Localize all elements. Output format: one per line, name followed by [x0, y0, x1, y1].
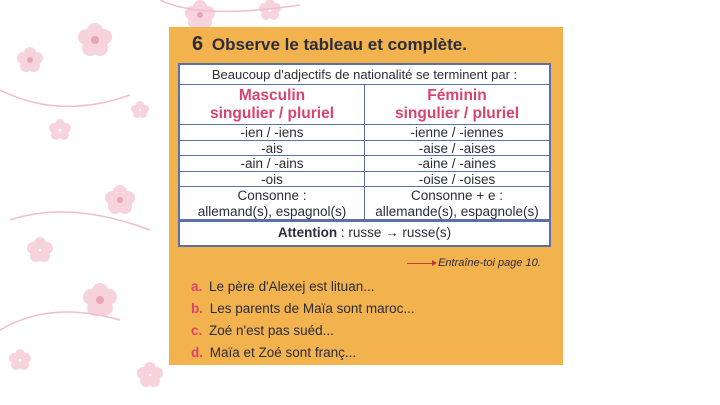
item-text: Maïa et Zoé sont franç...: [209, 345, 357, 360]
masculine-consonant-row: [180, 187, 364, 220]
item-text: Les parents de Maïa sont maroc...: [209, 301, 415, 316]
item-text: Le père d'Alexej est lituan...: [209, 279, 375, 294]
item-letter: a.: [191, 279, 203, 294]
masculine-header-line1: Masculin: [238, 87, 306, 104]
masculine-header: [180, 85, 364, 125]
masculine-consonant-line2: allemand(s), espagnol(s): [197, 203, 347, 219]
masculine-row: -ain / -ains: [180, 156, 364, 172]
feminine-header-line2: singulier / pluriel: [394, 105, 520, 122]
feminine-consonant-line1: Consonne + e :: [411, 188, 503, 203]
exercise-instruction: Observe le tableau et complète.: [211, 35, 467, 54]
masculine-header-line2: singulier / pluriel: [209, 105, 335, 122]
masculine-row: -ien / -iens: [180, 125, 364, 141]
exercise-title: [192, 33, 467, 56]
exercise-item: [191, 276, 415, 298]
exercise-item: [191, 342, 415, 364]
item-text: Zoé n'est pas suéd...: [209, 323, 334, 338]
feminine-row: -aise / -aises: [365, 141, 549, 157]
exercise-item: [191, 320, 415, 342]
exercise-items: [191, 276, 415, 364]
feminine-consonant-line2: allemande(s), espagnole(s): [375, 203, 539, 219]
feminine-header: [365, 85, 549, 125]
feminine-header-line1: Féminin: [427, 87, 487, 104]
practice-reference: [407, 257, 541, 269]
nationality-table: [178, 63, 551, 247]
masculine-consonant-line1: Consonne :: [237, 188, 307, 203]
attention-label: Attention: [277, 225, 338, 240]
feminine-row: -aine / -aines: [365, 156, 549, 172]
feminine-consonant-row: [365, 187, 549, 220]
item-letter: c.: [191, 323, 203, 338]
feminine-row: -oise / -oises: [365, 172, 549, 188]
masculine-row: -ais: [180, 141, 364, 157]
attention-text: : russe → russe(s): [340, 225, 452, 240]
exercise-card: [169, 27, 563, 365]
attention-row: [180, 220, 549, 245]
table-intro: Beaucoup d'adjectifs de nationalité se terminent par :: [180, 65, 549, 85]
masculine-column: [180, 85, 364, 220]
item-letter: d.: [191, 345, 203, 360]
arrow-right-icon: [407, 263, 433, 264]
exercise-item: [191, 298, 415, 320]
item-letter: b.: [191, 301, 203, 316]
practice-reference-text: Entraîne-toi page 10.: [438, 257, 541, 269]
exercise-number: 6: [192, 33, 204, 55]
masculine-row: -ois: [180, 172, 364, 188]
feminine-row: -ienne / -iennes: [365, 125, 549, 141]
feminine-column: [365, 85, 549, 220]
